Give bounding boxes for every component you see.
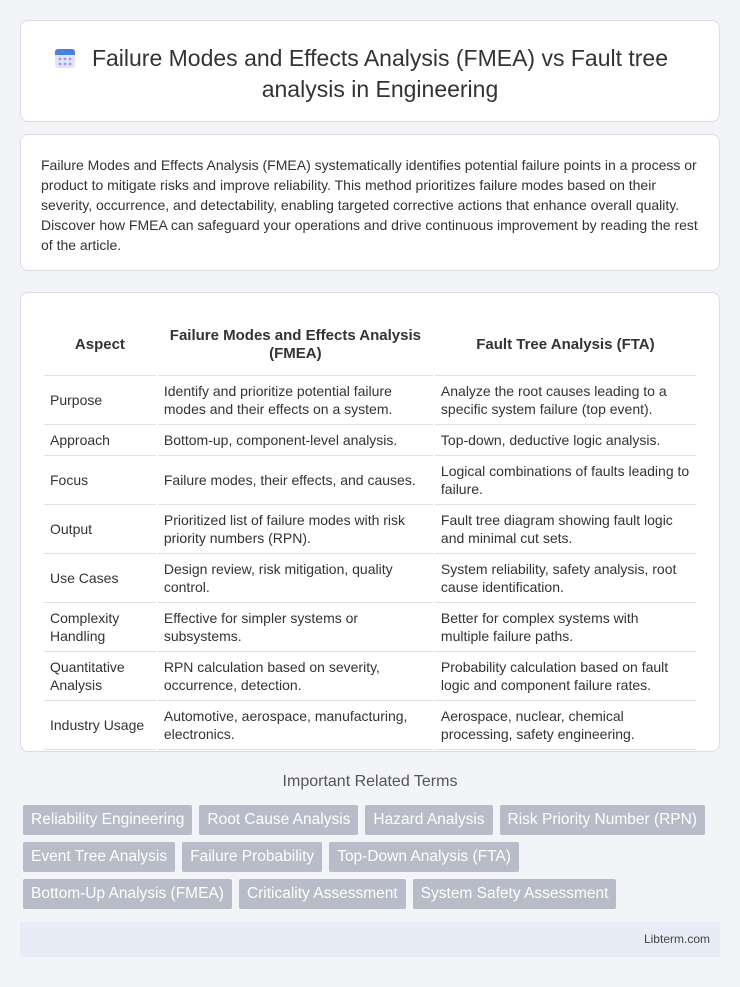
row-fmea: Design review, risk mitigation, quality control. [158,554,433,603]
table-row [44,425,696,456]
table-row [44,603,696,652]
term-tag[interactable]: Reliability Engineering [23,805,192,835]
term-tag[interactable]: Hazard Analysis [365,805,492,835]
row-aspect: Output [44,505,156,554]
related-terms [23,805,723,916]
table-row [44,456,696,505]
row-fmea: RPN calculation based on severity, occurrence, detection. [158,652,433,701]
term-tag[interactable]: System Safety Assessment [413,879,617,909]
header-aspect: Aspect [44,314,156,376]
row-fta: System reliability, safety analysis, root cause identification. [435,554,696,603]
row-fta: Better for complex systems with multiple failure paths. [435,603,696,652]
term-tag[interactable]: Root Cause Analysis [199,805,358,835]
title-card [20,20,720,122]
row-fmea: Prioritized list of failure modes with risk priority numbers (RPN). [158,505,433,554]
term-tag[interactable]: Criticality Assessment [239,879,406,909]
comparison-table [42,314,698,750]
row-aspect: Complexity Handling [44,603,156,652]
row-aspect: Approach [44,425,156,456]
related-terms-heading: Important Related Terms [282,773,458,790]
intro-paragraph: Failure Modes and Effects Analysis (FMEA) systematically identifies potential failure points in a process or product to mitigate risks and improve reliability. This method prioritizes failure modes based on their severity, occurrence, and detectability, enabling targeted corrective actions that enhance overall quality. Discover how FMEA can safeguard your operations and drive continuous improvement by reading the rest of the article. [41,157,698,253]
term-tag[interactable]: Failure Probability [182,842,322,872]
row-aspect: Use Cases [44,554,156,603]
term-tag[interactable]: Risk Priority Number (RPN) [500,805,705,835]
row-fmea: Bottom-up, component-level analysis. [158,425,433,456]
row-fta: Logical combinations of faults leading to failure. [435,456,696,505]
row-aspect: Purpose [44,376,156,425]
row-fta: Aerospace, nuclear, chemical processing, safety engineering. [435,701,696,750]
comparison-table-card [20,292,720,752]
term-row [23,879,723,909]
row-fta: Top-down, deductive logic analysis. [435,425,696,456]
row-fta: Probability calculation based on fault logic and component failure rates. [435,652,696,701]
row-fta: Analyze the root causes leading to a specific system failure (top event). [435,376,696,425]
term-row [23,805,723,835]
term-tag[interactable]: Top-Down Analysis (FTA) [329,842,519,872]
row-fmea: Automotive, aerospace, manufacturing, electronics. [158,701,433,750]
table-row [44,376,696,425]
table-row [44,701,696,750]
row-fmea: Identify and prioritize potential failure modes and their effects on a system. [158,376,433,425]
header-fmea: Failure Modes and Effects Analysis (FMEA) [158,314,433,376]
term-row [23,842,723,872]
term-tag[interactable]: Event Tree Analysis [23,842,175,872]
row-fmea: Failure modes, their effects, and causes. [158,456,433,505]
table-row [44,505,696,554]
row-aspect: Industry Usage [44,701,156,750]
row-fta: Fault tree diagram showing fault logic and minimal cut sets. [435,505,696,554]
term-tag[interactable]: Bottom-Up Analysis (FMEA) [23,879,232,909]
table-row [44,652,696,701]
intro-card [20,134,720,271]
footer [20,922,720,957]
page-title: Failure Modes and Effects Analysis (FMEA) vs Fault tree analysis in Engineering [91,45,669,102]
row-aspect: Focus [44,456,156,505]
table-header-row [44,314,696,376]
footer-brand-link[interactable]: Libterm.com [643,932,710,946]
row-fmea: Effective for simpler systems or subsystems. [158,603,433,652]
header-fta: Fault Tree Analysis (FTA) [435,314,696,376]
row-aspect: Quantitative Analysis [44,652,156,701]
table-row [44,554,696,603]
